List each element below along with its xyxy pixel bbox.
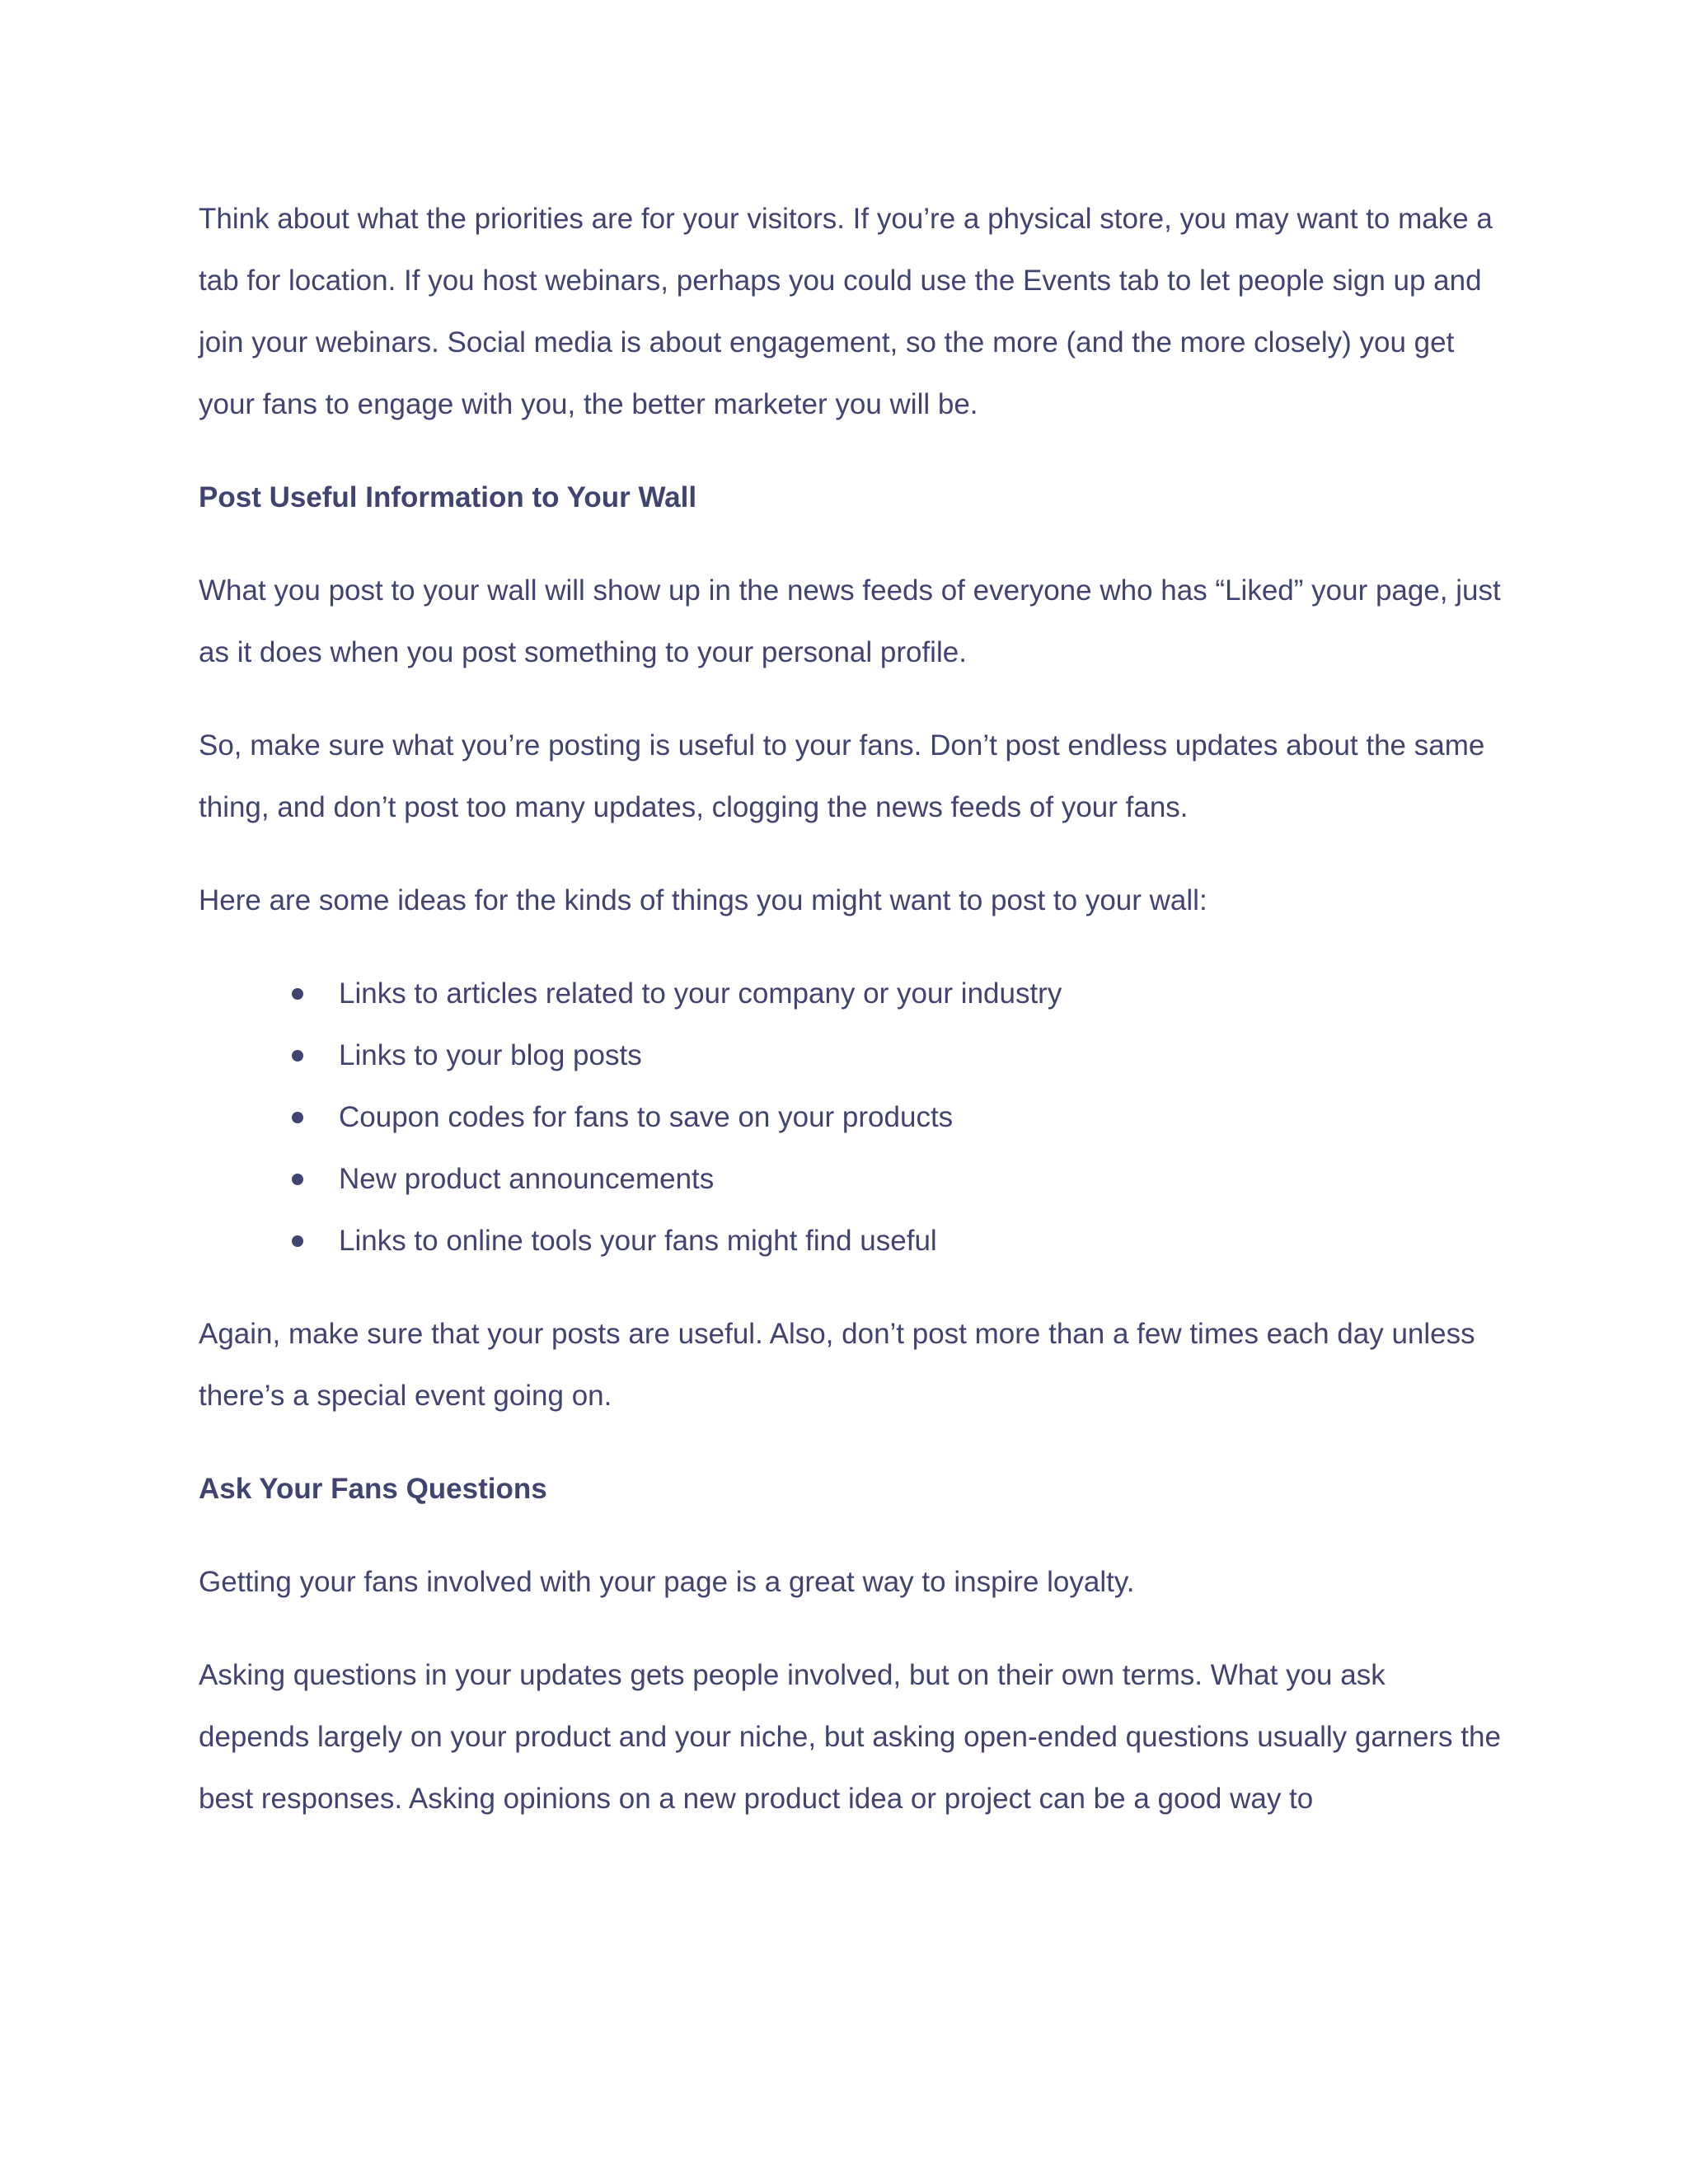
bullet-icon — [292, 1235, 303, 1247]
list-item-text: Coupon codes for fans to save on your products — [339, 1101, 954, 1133]
paragraph-again-useful: Again, make sure that your posts are useful. Also, don’t post more than a few times each day unless there’s a special event going on. — [199, 1318, 1475, 1412]
paragraph-ideas-intro: Here are some ideas for the kinds of things you might want to post to your wall: — [199, 884, 1207, 916]
ideas-bullet-list — [199, 963, 1501, 1272]
section-heading-post-useful-info: Post Useful Information to Your Wall — [199, 481, 697, 513]
list-item-text: New product announcements — [339, 1163, 715, 1195]
list-item-text: Links to your blog posts — [339, 1039, 642, 1071]
list-item — [199, 1086, 1501, 1148]
list-item — [199, 1024, 1501, 1086]
paragraph-fans-involved: Getting your fans involved with your page is a great way to inspire loyalty. — [199, 1566, 1135, 1598]
list-item-text: Links to online tools your fans might find useful — [339, 1225, 937, 1257]
bullet-icon — [292, 988, 303, 1000]
section-heading-ask-questions: Ask Your Fans Questions — [199, 1473, 547, 1505]
paragraph-useful-posts: So, make sure what you’re posting is useful to your fans. Don’t post endless updates about the same thing, and don’t post too many updates, clogging the news feeds of your fans. — [199, 729, 1485, 823]
list-item — [199, 963, 1501, 1024]
bullet-icon — [292, 1050, 303, 1062]
paragraph-asking-questions: Asking questions in your updates gets people involved, but on their own terms. What you ask depends largely on your product and your niche, but asking open-ended questions usually garners the best responses. Asking opinions on a new product idea or project can be a good way to — [199, 1659, 1501, 1815]
document-page — [199, 188, 1501, 1861]
list-item-text: Links to articles related to your company or your industry — [339, 977, 1062, 1010]
bullet-icon — [292, 1174, 303, 1185]
paragraph-wall-posts: What you post to your wall will show up in the news feeds of everyone who has “Liked” your page, just as it does when you post something to your personal profile. — [199, 574, 1501, 668]
intro-paragraph: Think about what the priorities are for your visitors. If you’re a physical store, you may want to make a tab for location. If you host webinars, perhaps you could use the Events tab to let people sign up and join your webinars. Social media is about engagement, so the more (and the more closely) you get your fans to engage with you, the better marketer you will be. — [199, 203, 1493, 420]
list-item — [199, 1148, 1501, 1210]
bullet-icon — [292, 1112, 303, 1123]
list-item — [199, 1210, 1501, 1272]
